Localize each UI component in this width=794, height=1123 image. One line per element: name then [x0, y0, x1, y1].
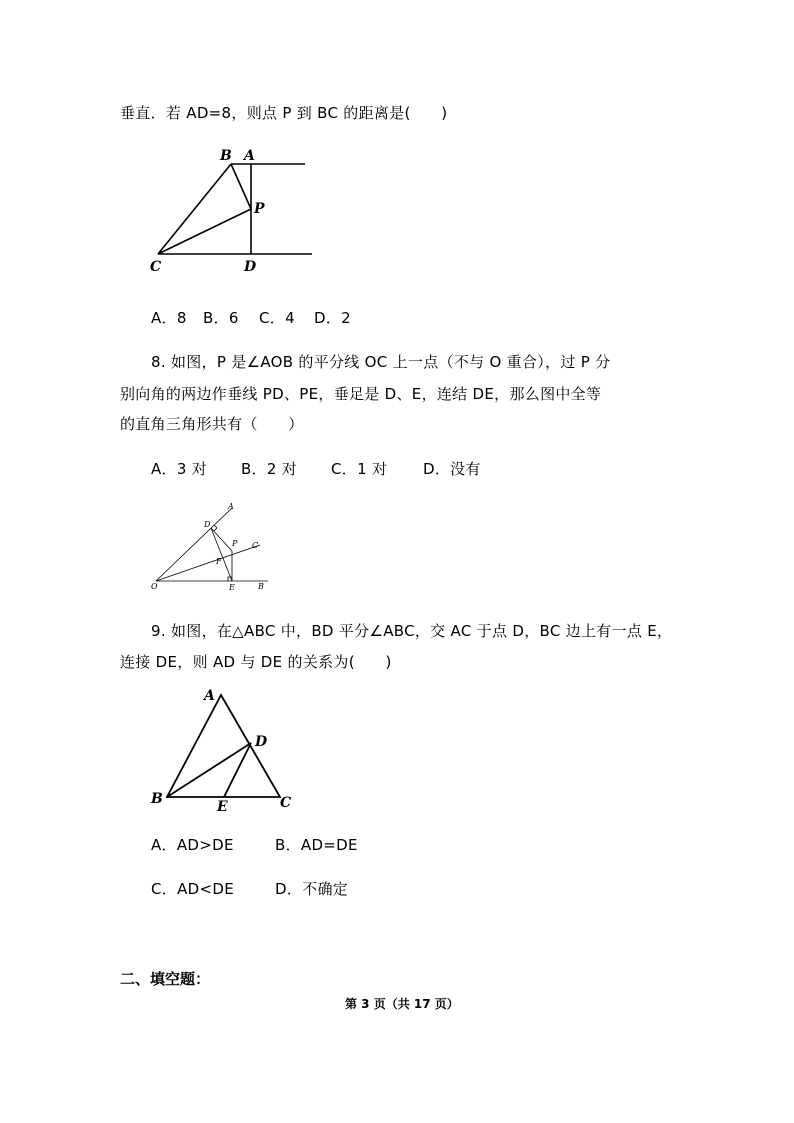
- q8-segment-de: [211, 528, 232, 581]
- q9-stem-line1: 9. 如图，在△ABC 中，BD 平分∠ABC，交 AC 于点 D，BC 边上有一点 E，: [151, 622, 673, 640]
- q8-ray-oa: [156, 508, 232, 581]
- q9-options-row2: [151, 878, 348, 899]
- q7-label-b: B: [220, 148, 232, 164]
- q8-option-c[interactable]: C．1 对: [331, 460, 388, 478]
- q7-option-c[interactable]: C．4: [259, 309, 295, 327]
- q8-segment-pd: [211, 528, 232, 551]
- q8-label-p: P: [232, 539, 238, 548]
- q7-label-c: C: [150, 259, 162, 275]
- q7-option-a[interactable]: A．8: [151, 309, 187, 327]
- q8-figure: [148, 498, 278, 598]
- q9-label-b: B: [151, 791, 163, 807]
- q9-option-b[interactable]: B．AD=DE: [275, 836, 358, 854]
- q7-segment-bc: [158, 164, 231, 254]
- q7-label-p: P: [254, 201, 265, 217]
- q8-label-e: E: [229, 583, 235, 592]
- q9-figure: [145, 685, 305, 815]
- q7-figure: [140, 140, 340, 280]
- q9-option-d[interactable]: D．不确定: [275, 880, 349, 898]
- q7-label-d: D: [244, 259, 257, 275]
- q8-option-d[interactable]: D．没有: [423, 460, 481, 478]
- q7-stem: 垂直．若 AD=8，则点 P 到 BC 的距离是( ): [120, 104, 448, 122]
- q9-label-d: D: [255, 734, 268, 750]
- q7-segment-cp: [158, 209, 251, 254]
- q7-segment-bp: [231, 164, 251, 209]
- q8-stem-line1: 8. 如图，P 是∠AOB 的平分线 OC 上一点（不与 O 重合），过 P 分: [151, 353, 611, 371]
- q7-label-a: A: [244, 148, 255, 164]
- q8-option-a[interactable]: A．3 对: [151, 460, 208, 478]
- q9-option-c[interactable]: C．AD<DE: [151, 880, 234, 898]
- q8-label-b: B: [258, 582, 264, 591]
- q7-options: [151, 307, 351, 328]
- q9-stem-line2: 连接 DE，则 AD 与 DE 的关系为( ): [120, 653, 392, 671]
- q8-label-f: F: [216, 557, 222, 566]
- q8-label-c: C: [252, 541, 259, 550]
- page-footer: 第 3 页（共 17 页）: [345, 997, 459, 1011]
- q8-label-a: A: [228, 502, 234, 511]
- q9-label-a: A: [204, 688, 215, 704]
- q9-label-e: E: [217, 799, 228, 815]
- q8-label-o: O: [151, 582, 158, 591]
- q8-option-b[interactable]: B．2 对: [241, 460, 298, 478]
- q8-right-angle-d: [214, 525, 217, 531]
- q7-option-d[interactable]: D．2: [314, 309, 351, 327]
- q8-ray-oc: [156, 545, 260, 581]
- q7-option-b[interactable]: B．6: [203, 309, 239, 327]
- q8-label-d: D: [204, 520, 211, 529]
- section-title-fill-in: 二、填空题：: [120, 970, 211, 988]
- q8-options: [151, 458, 481, 479]
- q9-option-a[interactable]: A．AD>DE: [151, 836, 234, 854]
- q9-options-row1: [151, 834, 358, 855]
- q8-stem-line3: 的直角三角形共有（ ）: [120, 415, 304, 433]
- q9-label-c: C: [280, 795, 292, 811]
- q8-stem-line2: 别向角的两边作垂线 PD、PE，垂足是 D、E，连结 DE，那么图中全等: [120, 385, 602, 403]
